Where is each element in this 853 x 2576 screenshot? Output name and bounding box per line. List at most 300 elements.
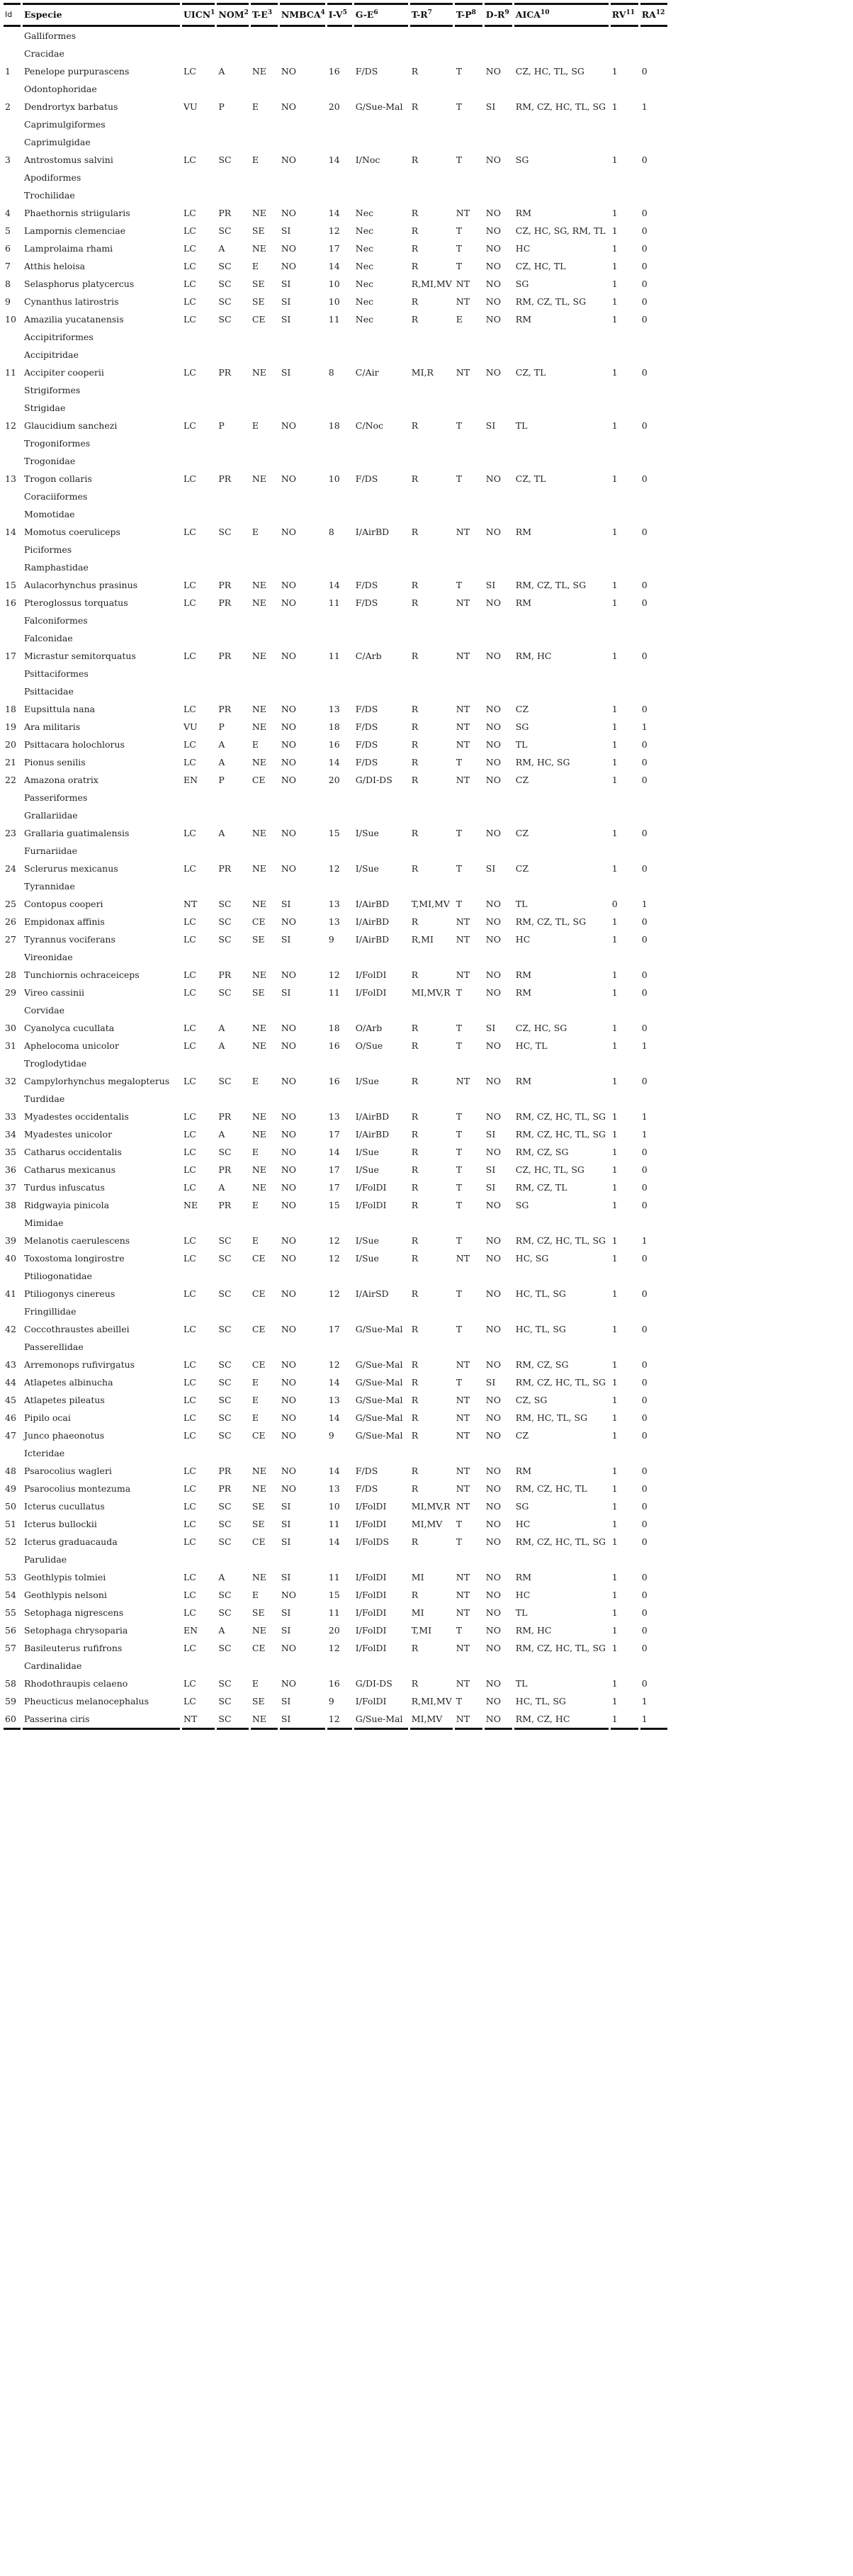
empty-cell: [327, 1054, 352, 1072]
cell-g-e: O/Sue: [355, 1040, 383, 1051]
empty-cell: [354, 505, 408, 523]
cell-d-r: NO: [485, 828, 501, 838]
species-table: [1, 3, 670, 1730]
cell-d-r: NO: [485, 66, 501, 77]
empty-cell: [611, 1001, 638, 1019]
cell-g-e: F/DS: [355, 757, 378, 767]
empty-cell: [514, 877, 609, 895]
cell-t-p: NT: [456, 721, 470, 732]
empty-cell: [640, 1090, 667, 1108]
empty-cell: [455, 80, 482, 98]
cell-g-e: G/DI-DS: [355, 1678, 392, 1689]
empty-cell: [611, 488, 638, 505]
empty-cell: [327, 488, 352, 505]
empty-cell: [514, 558, 609, 576]
empty-cell: [217, 80, 248, 98]
empty-cell: [455, 629, 482, 647]
cell-uicn: LC: [183, 1129, 196, 1140]
empty-cell: [4, 612, 21, 629]
empty-cell: [455, 1001, 482, 1019]
species-row: [4, 1232, 667, 1249]
empty-cell: [182, 541, 215, 558]
cell-t-e: NE: [252, 473, 266, 484]
empty-cell: [455, 169, 482, 186]
taxon-row: [4, 116, 667, 133]
cell-rv: 1: [611, 279, 618, 289]
empty-cell: [280, 842, 325, 860]
empty-cell: [327, 169, 352, 186]
cell-especie: Lamprolaima rhami: [24, 243, 113, 254]
species-row: [4, 204, 667, 222]
taxon-row: [4, 505, 667, 523]
empty-cell: [640, 682, 667, 700]
cell-nmbca: NO: [281, 916, 296, 927]
cell-aica: HC, TL, SG: [515, 1288, 566, 1299]
cell-especie: Melanotis caerulescens: [24, 1235, 130, 1246]
empty-cell: [485, 629, 512, 647]
taxon-row: [4, 665, 667, 682]
cell-id: 54: [5, 1590, 16, 1600]
species-row: [4, 594, 667, 612]
cell-especie: Dendrortyx barbatus: [24, 101, 118, 112]
cell-t-p: NT: [456, 916, 470, 927]
empty-cell: [354, 541, 408, 558]
cell-t-r: R: [411, 225, 419, 236]
empty-cell: [280, 1001, 325, 1019]
empty-cell: [251, 45, 278, 62]
empty-cell: [640, 133, 667, 151]
taxon-row: [4, 629, 667, 647]
cell-t-e: NE: [252, 899, 266, 909]
cell-i-v: 16: [328, 739, 340, 750]
cell-g-e: I/Noc: [355, 154, 380, 165]
cell-aica: RM, CZ, HC, TL: [515, 1483, 587, 1494]
empty-cell: [455, 665, 482, 682]
cell-uicn: NE: [183, 1200, 198, 1210]
cell-uicn: LC: [183, 279, 196, 289]
cell-especie: Geothlypis tolmiei: [24, 1572, 106, 1582]
cell-ra: 1: [641, 1129, 648, 1140]
empty-cell: [327, 1214, 352, 1232]
cell-nmbca: SI: [280, 1710, 325, 1730]
cell-t-p: NT: [456, 1643, 470, 1653]
table-body: [4, 27, 667, 1730]
cell-ra: 0: [641, 651, 648, 661]
taxon-label: Furnariidae: [24, 845, 78, 856]
cell-ra: 0: [641, 1572, 648, 1582]
cell-i-v: 20: [328, 1625, 340, 1636]
empty-cell: [514, 612, 609, 629]
cell-t-p: NT: [455, 1710, 482, 1730]
empty-cell: [217, 133, 248, 151]
cell-i-v: 20: [328, 775, 340, 785]
cell-id: 17: [5, 651, 16, 661]
cell-t-p: NT: [456, 1590, 470, 1600]
empty-cell: [4, 1214, 21, 1232]
empty-cell: [182, 505, 215, 523]
cell-id: 25: [5, 899, 16, 909]
cell-t-r: R: [411, 1359, 419, 1370]
cell-nom: P: [218, 420, 225, 431]
cell-rv: 1: [611, 296, 618, 307]
cell-d-r: NO: [485, 987, 501, 998]
cell-d-r: NO: [485, 243, 501, 254]
cell-t-p: T: [456, 1536, 463, 1547]
cell-especie: Pionus senilis: [24, 757, 86, 767]
empty-cell: [611, 116, 638, 133]
cell-nmbca: NO: [281, 1466, 296, 1476]
empty-cell: [485, 1303, 512, 1320]
empty-cell: [455, 452, 482, 470]
cell-aica: TL: [515, 739, 528, 750]
empty-cell: [327, 346, 352, 364]
empty-cell: [4, 381, 21, 399]
cell-g-e: I/AirBD: [355, 899, 390, 909]
empty-cell: [514, 488, 609, 505]
taxon-label: Cracidae: [24, 48, 64, 59]
empty-cell: [182, 1338, 215, 1356]
empty-cell: [217, 505, 248, 523]
cell-ra: 0: [641, 261, 648, 271]
empty-cell: [410, 1267, 453, 1285]
cell-i-v: 14: [328, 1412, 340, 1423]
cell-nom: SC: [218, 1076, 232, 1086]
cell-i-v: 16: [328, 1678, 340, 1689]
footnote-marker: 5: [342, 9, 347, 16]
cell-d-r: NO: [485, 1076, 501, 1086]
empty-cell: [280, 45, 325, 62]
species-row: [4, 1710, 667, 1730]
empty-cell: [354, 1338, 408, 1356]
empty-cell: [485, 612, 512, 629]
empty-cell: [182, 558, 215, 576]
cell-id: 6: [5, 243, 11, 254]
empty-cell: [182, 789, 215, 806]
empty-cell: [251, 877, 278, 895]
empty-cell: [640, 1444, 667, 1462]
taxon-label: Trogoniformes: [24, 438, 91, 449]
column-header-especie: [23, 3, 180, 27]
empty-cell: [217, 948, 248, 966]
cell-g-e: I/FolDI: [355, 1501, 387, 1512]
cell-ra: 0: [641, 1466, 648, 1476]
cell-aica: RM, CZ, TL: [515, 1182, 567, 1193]
empty-cell: [485, 1090, 512, 1108]
cell-uicn: LC: [183, 243, 196, 254]
cell-nom: SC: [218, 1590, 232, 1600]
empty-cell: [514, 27, 609, 45]
cell-aica: CZ: [515, 775, 529, 785]
cell-aica: RM, CZ, HC: [514, 1710, 609, 1730]
cell-especie: Amazilia yucatanensis: [24, 314, 124, 325]
empty-cell: [280, 186, 325, 204]
cell-g-e: I/FolDI: [355, 1643, 387, 1653]
empty-cell: [611, 1338, 638, 1356]
taxon-label: Turdidae: [24, 1093, 65, 1104]
cell-uicn: LC: [183, 1253, 196, 1264]
cell-g-e: I/FolDI: [355, 1607, 387, 1618]
empty-cell: [182, 612, 215, 629]
cell-aica: TL: [515, 1678, 528, 1689]
cell-uicn: LC: [183, 651, 196, 661]
cell-t-r: R: [411, 1377, 419, 1388]
cell-d-r: NO: [485, 208, 501, 218]
species-row: [4, 930, 667, 948]
cell-nmbca: SI: [281, 1536, 291, 1547]
cell-aica: TL: [515, 420, 528, 431]
empty-cell: [514, 1338, 609, 1356]
cell-d-r: NO: [485, 1590, 501, 1600]
cell-d-r: NO: [485, 899, 501, 909]
cell-nom: SC: [218, 916, 232, 927]
empty-cell: [280, 1267, 325, 1285]
empty-cell: [640, 612, 667, 629]
cell-t-p: NT: [456, 1253, 470, 1264]
cell-aica: HC: [515, 1519, 531, 1529]
cell-t-p: T: [456, 1111, 463, 1122]
species-row: [4, 1072, 667, 1090]
empty-cell: [514, 116, 609, 133]
empty-cell: [611, 346, 638, 364]
empty-cell: [280, 399, 325, 417]
empty-cell: [640, 27, 667, 45]
taxon-label: Caprimulgidae: [24, 137, 91, 147]
empty-cell: [217, 186, 248, 204]
cell-especie: Pipilo ocai: [24, 1412, 71, 1423]
footnote-marker: 12: [655, 9, 665, 16]
empty-cell: [4, 1338, 21, 1356]
cell-ra: 0: [641, 580, 648, 590]
cell-uicn: LC: [183, 934, 196, 945]
cell-nmbca: SI: [281, 296, 291, 307]
cell-d-r: SI: [485, 1164, 496, 1175]
cell-t-p: T: [456, 101, 463, 112]
cell-g-e: O/Arb: [355, 1023, 383, 1033]
cell-aica: RM, CZ, HC, TL, SG: [515, 1643, 606, 1653]
cell-nmbca: NO: [281, 757, 296, 767]
empty-cell: [182, 842, 215, 860]
cell-rv: 1: [611, 863, 618, 874]
cell-id: 21: [5, 757, 16, 767]
cell-ra: 0: [641, 1643, 648, 1653]
cell-g-e: G/Sue-Mal: [355, 1412, 403, 1423]
cell-t-p: T: [456, 1288, 463, 1299]
column-header-g-e: [354, 3, 408, 27]
cell-uicn: LC: [183, 473, 196, 484]
empty-cell: [280, 452, 325, 470]
cell-rv: 1: [611, 1643, 618, 1653]
cell-uicn: LC: [183, 828, 196, 838]
cell-t-p: NT: [456, 934, 470, 945]
cell-aica: CZ, HC, TL, SG: [515, 66, 584, 77]
empty-cell: [514, 1001, 609, 1019]
empty-cell: [251, 116, 278, 133]
cell-i-v: 13: [328, 1483, 340, 1494]
cell-t-e: SE: [252, 296, 265, 307]
cell-i-v: 12: [328, 1253, 340, 1264]
empty-cell: [640, 1214, 667, 1232]
empty-cell: [410, 806, 453, 824]
cell-nom: SC: [218, 1359, 232, 1370]
cell-d-r: NO: [485, 1288, 501, 1299]
empty-cell: [485, 682, 512, 700]
cell-rv: 1: [611, 580, 618, 590]
empty-cell: [485, 842, 512, 860]
empty-cell: [4, 1657, 21, 1675]
cell-id: 8: [5, 279, 11, 289]
cell-t-r: R: [411, 597, 419, 608]
empty-cell: [514, 434, 609, 452]
cell-ra: 0: [641, 1164, 648, 1175]
empty-cell: [280, 1054, 325, 1072]
cell-aica: RM, CZ, TL, SG: [515, 916, 587, 927]
cell-rv: 1: [611, 314, 618, 325]
cell-t-r: R: [411, 1395, 419, 1405]
cell-t-e: SE: [252, 1501, 265, 1512]
empty-cell: [410, 789, 453, 806]
cell-t-r: R: [411, 261, 419, 271]
cell-nom: SC: [218, 1253, 232, 1264]
cell-t-e: NE: [252, 1572, 266, 1582]
cell-i-v: 16: [328, 66, 340, 77]
cell-i-v: 14: [328, 261, 340, 271]
empty-cell: [514, 682, 609, 700]
empty-cell: [611, 612, 638, 629]
empty-cell: [455, 27, 482, 45]
cell-t-e: SE: [252, 934, 265, 945]
species-row: [4, 222, 667, 240]
cell-ra: 0: [641, 1377, 648, 1388]
empty-cell: [640, 1267, 667, 1285]
empty-cell: [354, 169, 408, 186]
empty-cell: [280, 1444, 325, 1462]
cell-ra: 0: [641, 1324, 648, 1334]
empty-cell: [217, 381, 248, 399]
cell-id: 1: [5, 66, 11, 77]
cell-id: 58: [5, 1678, 16, 1689]
cell-aica: RM, CZ, HC, TL, SG: [515, 1536, 606, 1547]
cell-rv: 1: [611, 775, 618, 785]
cell-id: 60: [4, 1710, 21, 1730]
cell-nmbca: NO: [281, 1590, 296, 1600]
empty-cell: [182, 45, 215, 62]
empty-cell: [514, 629, 609, 647]
cell-especie: Myadestes unicolor: [24, 1129, 113, 1140]
cell-d-r: NO: [485, 1643, 501, 1653]
empty-cell: [182, 116, 215, 133]
cell-nom: SC: [218, 1395, 232, 1405]
cell-t-p: T: [456, 154, 463, 165]
species-row: [4, 1639, 667, 1657]
cell-i-v: 11: [328, 314, 340, 325]
cell-nom: A: [218, 243, 225, 254]
empty-cell: [217, 842, 248, 860]
cell-t-e: E: [252, 101, 259, 112]
empty-cell: [182, 328, 215, 346]
cell-aica: CZ: [515, 704, 529, 714]
empty-cell: [251, 452, 278, 470]
cell-i-v: 10: [328, 279, 340, 289]
cell-g-e: I/FolDI: [355, 1200, 387, 1210]
cell-uicn: LC: [183, 704, 196, 714]
cell-d-r: NO: [485, 1483, 501, 1494]
cell-g-e: I/FolDS: [355, 1536, 390, 1547]
cell-id: 39: [5, 1235, 16, 1246]
cell-t-r: R: [411, 1147, 419, 1157]
taxon-label: Vireonidae: [24, 952, 73, 962]
empty-cell: [182, 169, 215, 186]
empty-cell: [514, 399, 609, 417]
taxon-row: [4, 346, 667, 364]
cell-id: 48: [5, 1466, 16, 1476]
cell-t-r: R: [411, 1235, 419, 1246]
cell-rv: 1: [611, 1111, 618, 1122]
cell-rv: 1: [611, 969, 618, 980]
cell-nom: A: [218, 1625, 225, 1636]
cell-nom: PR: [218, 580, 232, 590]
empty-cell: [182, 186, 215, 204]
empty-cell: [251, 806, 278, 824]
cell-t-p: T: [456, 987, 463, 998]
empty-cell: [280, 1214, 325, 1232]
empty-cell: [354, 665, 408, 682]
cell-id: 47: [5, 1430, 16, 1441]
cell-aica: RM: [515, 1076, 532, 1086]
empty-cell: [4, 488, 21, 505]
column-header-label: D-R: [485, 9, 505, 20]
empty-cell: [327, 806, 352, 824]
empty-cell: [182, 346, 215, 364]
empty-cell: [251, 1657, 278, 1675]
empty-cell: [455, 1303, 482, 1320]
empty-cell: [485, 169, 512, 186]
species-row: [4, 1462, 667, 1480]
empty-cell: [354, 842, 408, 860]
cell-t-r: R: [411, 1483, 419, 1494]
empty-cell: [354, 1267, 408, 1285]
column-header-ra: [640, 3, 667, 27]
cell-nmbca: SI: [281, 1696, 291, 1706]
cell-d-r: NO: [485, 1678, 501, 1689]
cell-nmbca: NO: [281, 1288, 296, 1299]
empty-cell: [455, 346, 482, 364]
species-row: [4, 1285, 667, 1303]
cell-t-r: R: [411, 1076, 419, 1086]
species-row: [4, 1391, 667, 1409]
empty-cell: [354, 682, 408, 700]
cell-rv: 1: [611, 1129, 618, 1140]
empty-cell: [514, 505, 609, 523]
cell-d-r: NO: [485, 1040, 501, 1051]
cell-nom: SC: [218, 1501, 232, 1512]
cell-i-v: 12: [328, 1288, 340, 1299]
empty-cell: [640, 116, 667, 133]
cell-nom: PR: [218, 1483, 232, 1494]
cell-g-e: I/FolDI: [355, 1696, 387, 1706]
cell-especie: Eupsittula nana: [24, 704, 96, 714]
empty-cell: [485, 806, 512, 824]
empty-cell: [514, 665, 609, 682]
cell-especie: Contopus cooperi: [24, 899, 103, 909]
empty-cell: [251, 399, 278, 417]
empty-cell: [640, 381, 667, 399]
cell-t-p: NT: [456, 704, 470, 714]
cell-nmbca: NO: [281, 597, 296, 608]
cell-t-r: R: [411, 704, 419, 714]
cell-aica: RM: [515, 1466, 532, 1476]
cell-g-e: F/DS: [355, 1466, 378, 1476]
cell-d-r: NO: [485, 1430, 501, 1441]
